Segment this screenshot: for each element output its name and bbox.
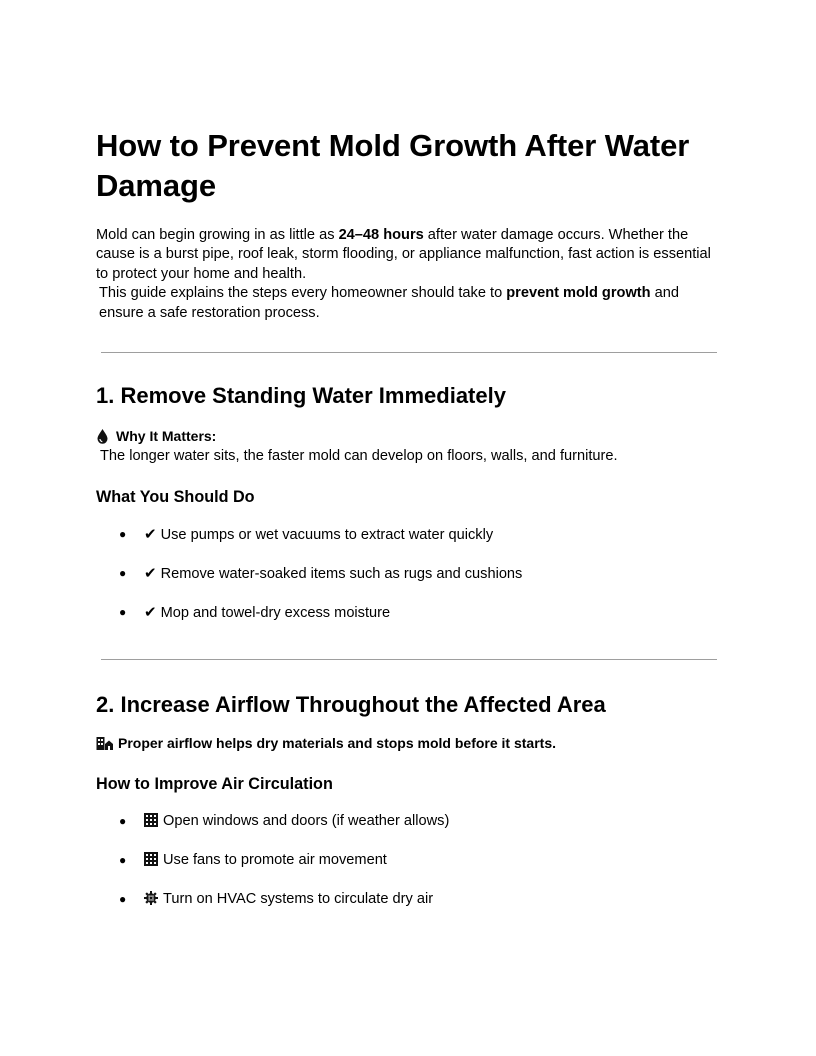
list-item-text: Open windows and doors (if weather allows) bbox=[163, 812, 450, 829]
list-item bbox=[96, 812, 720, 831]
why-body: The longer water sits, the faster mold can develop on floors, walls, and furniture. bbox=[100, 448, 618, 465]
bullet-icon: ● bbox=[119, 604, 127, 619]
list-item bbox=[96, 564, 720, 583]
house-icon bbox=[96, 736, 113, 751]
list-item bbox=[96, 603, 720, 622]
intro-section bbox=[96, 226, 720, 323]
why-it-matters bbox=[96, 427, 720, 467]
section-divider bbox=[101, 659, 717, 660]
intro-text: after water damage occurs. Whether the cause is a burst pipe, roof leak, storm flooding, or appliance malfunction, fast action is essential to protect your home and health. bbox=[96, 227, 711, 282]
list-item bbox=[96, 890, 720, 909]
bullet-icon: ● bbox=[119, 852, 127, 867]
checkmark-icon: ✔ bbox=[144, 563, 157, 582]
water-drop-icon bbox=[96, 428, 109, 444]
checkmark-icon: ✔ bbox=[144, 524, 157, 543]
list-item bbox=[96, 851, 720, 870]
list-item-text: Remove water-soaked items such as rugs and cushions bbox=[160, 565, 523, 582]
intro-text: and ensure a safe restoration process. bbox=[99, 285, 679, 321]
bullet-icon: ● bbox=[119, 565, 127, 580]
subheading-what-to-do: What You Should Do bbox=[96, 487, 255, 506]
intro-emphasis: prevent mold growth bbox=[506, 285, 651, 302]
intro-paragraph-1 bbox=[96, 226, 720, 284]
why-label-row bbox=[96, 427, 720, 447]
document-page bbox=[96, 126, 720, 929]
checkmark-icon: ✔ bbox=[144, 602, 157, 621]
intro-text: Mold can begin growing in as little as bbox=[96, 227, 339, 243]
callout-text: Proper airflow helps dry materials and stops mold before it starts. bbox=[118, 734, 556, 751]
air-circulation-list bbox=[96, 812, 720, 909]
fan-icon bbox=[144, 852, 158, 866]
list-item-text: Mop and towel-dry excess moisture bbox=[160, 604, 391, 621]
airflow-callout bbox=[96, 734, 720, 753]
window-icon bbox=[144, 813, 158, 827]
bullet-icon: ● bbox=[119, 813, 127, 828]
section-heading-airflow: 2. Increase Airflow Throughout the Affected Area bbox=[96, 691, 606, 717]
list-item bbox=[96, 525, 720, 544]
what-to-do-list bbox=[96, 525, 720, 622]
bullet-icon: ● bbox=[119, 526, 127, 541]
intro-emphasis: 24–48 hours bbox=[338, 227, 424, 243]
bullet-icon: ● bbox=[119, 891, 127, 906]
intro-text: This guide explains the steps every homeowner should take to bbox=[99, 285, 507, 302]
section-heading-remove-water: 1. Remove Standing Water Immediately bbox=[96, 383, 506, 409]
gear-icon bbox=[144, 891, 158, 905]
subheading-air-circulation: How to Improve Air Circulation bbox=[96, 774, 333, 793]
list-item-text: Use pumps or wet vacuums to extract water quickly bbox=[160, 526, 494, 543]
section-divider bbox=[101, 352, 717, 353]
intro-paragraph-2 bbox=[96, 284, 720, 323]
list-item-text: Use fans to promote air movement bbox=[163, 851, 387, 868]
list-item-text: Turn on HVAC systems to circulate dry air bbox=[163, 890, 434, 907]
page-title: How to Prevent Mold Growth After Water Damage bbox=[96, 128, 690, 203]
why-label: Why It Matters: bbox=[116, 428, 217, 445]
